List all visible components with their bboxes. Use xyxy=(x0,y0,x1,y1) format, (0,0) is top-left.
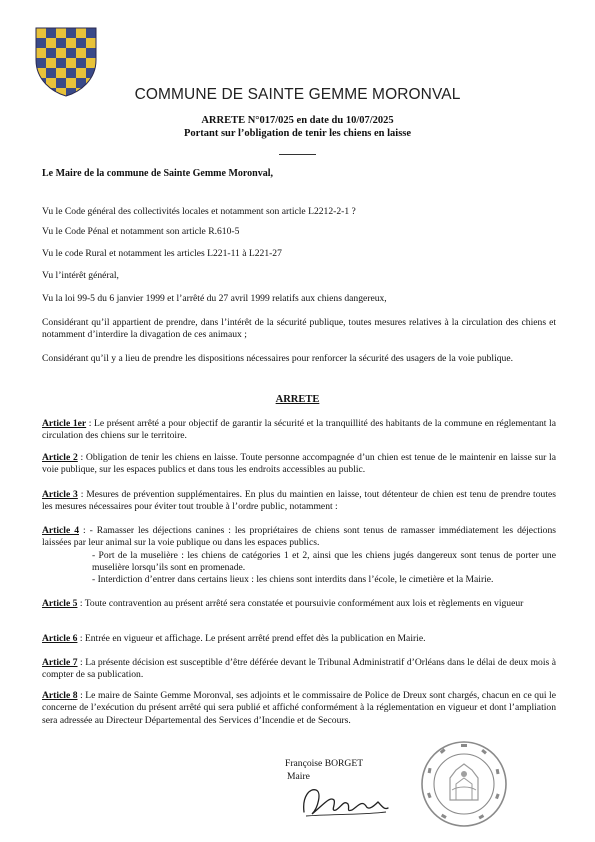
article-5 xyxy=(42,598,556,610)
article-6-text: : Entrée en vigueur et affichage. Le présent arrêté prend effet dès la publication en Mairie. xyxy=(77,633,426,644)
article-6 xyxy=(42,633,556,645)
signatory-title: Maire xyxy=(287,770,310,782)
visa-interet-general: Vu l’intérêt général, xyxy=(42,270,119,281)
signatory-name: Françoise BORGET xyxy=(285,758,364,769)
title-divider xyxy=(279,154,316,155)
article-3-label: Article 3 xyxy=(42,489,78,500)
article-5-label: Article 5 xyxy=(42,598,78,609)
article-6-label: Article 6 xyxy=(42,633,78,644)
signatory xyxy=(285,758,363,783)
official-stamp xyxy=(420,740,508,828)
article-8-label: Article 8 xyxy=(42,690,78,701)
article-7-label: Article 7 xyxy=(42,657,78,668)
article-5-text: : Toute contravention au présent arrêté sera constatée et poursuivie conformément aux lois et règlements en vigueur xyxy=(77,598,524,609)
article-8 xyxy=(42,690,556,727)
arrete-number: ARRETE N°017/025 en date du 10/07/2025 xyxy=(201,115,394,126)
arrete-subject: Portant sur l’obligation de tenir les chiens en laisse xyxy=(183,128,412,139)
article-7 xyxy=(42,657,556,682)
article-8-text: : Le maire de Sainte Gemme Moronval, ses adjoints et le commissaire de Police de Dreux sont chargés, chacun en ce qui le concerne de l’exécution du présent arrêté qui sera publié et affiché conformément à la réglementation en vigueur et dont l’ampliation sera adressée au Directeur Départemental des Services d’Incendie et de Secours. xyxy=(42,690,556,726)
article-3 xyxy=(42,489,556,514)
considerant-1: Considérant qu’il appartient de prendre, dans l’intérêt de la sécurité publique, toutes mesures relatives à la circulation des chiens et notamment d’interdire la divagation de ces animaux ; xyxy=(42,317,556,341)
article-4-text: : - Ramasser les déjections canines : les propriétaires de chiens sont tenus de ramasser immédiatement les déjections laissées par leur animal sur la voie publique ou dans les espaces publics. xyxy=(42,525,556,549)
article-4 xyxy=(42,525,556,586)
arrete-title: ARRETE xyxy=(275,394,320,405)
handwritten-signature xyxy=(300,782,390,822)
visa-loi-chiens: Vu la loi 99-5 du 6 janvier 1999 et l’arrêté du 27 avril 1999 relatifs aux chiens dangereux, xyxy=(42,293,387,304)
visa-code-rural: Vu le code Rural et notamment les articles L221-11 à L221-27 xyxy=(42,248,282,259)
article-4-muzzle: - Port de la muselière : les chiens de catégories 1 et 2, ainsi que les chiens jugés dangereux sont tenus de porter une muselière lorsqu’ils sont en promenade. xyxy=(92,549,556,573)
article-3-text: : Mesures de prévention supplémentaires. En plus du maintien en laisse, tout détenteur de chien est tenu de prendre toutes les mesures nécessaires pour éviter tout trouble à l’ordre public, notamment : xyxy=(42,489,556,513)
article-1-label: Article 1er xyxy=(42,418,87,429)
article-2 xyxy=(42,452,556,477)
article-7-text: : La présente décision est susceptible d’être déférée devant le Tribunal Administratif d’Orléans dans le délai de deux mois à compter de sa publication. xyxy=(42,657,556,681)
article-2-label: Article 2 xyxy=(42,452,78,463)
article-4-forbidden-places: - Interdiction d’entrer dans certains lieux : les chiens sont interdits dans l’école, le cimetière et la Mairie. xyxy=(92,574,494,586)
commune-name: COMMUNE DE SAINTE GEMME MORONVAL xyxy=(134,86,461,103)
article-1 xyxy=(42,418,556,443)
maire-heading: Le Maire de la commune de Sainte Gemme Moronval, xyxy=(42,168,273,179)
article-4-label: Article 4 xyxy=(42,525,79,536)
visa-cgct: Vu le Code général des collectivités locales et notamment son article L2212-2-1 ? xyxy=(42,206,356,217)
considerant-2: Considérant qu’il y a lieu de prendre les dispositions nécessaires pour renforcer la sécurité des usagers de la voie publique. xyxy=(42,353,514,364)
article-2-text: : Obligation de tenir les chiens en laisse. Toute personne accompagnée d’un chien est tenue de le maintenir en laisse sur la voie publique, sur les espaces publics et dans tous les endroits accessibles au public. xyxy=(42,452,556,476)
visa-code-penal: Vu le Code Pénal et notamment son article R.610-5 xyxy=(42,226,240,237)
article-1-text: : Le présent arrêté a pour objectif de garantir la sécurité et la tranquillité des habitants de la commune en réglementant la circulation des chiens sur le territoire. xyxy=(42,418,556,442)
